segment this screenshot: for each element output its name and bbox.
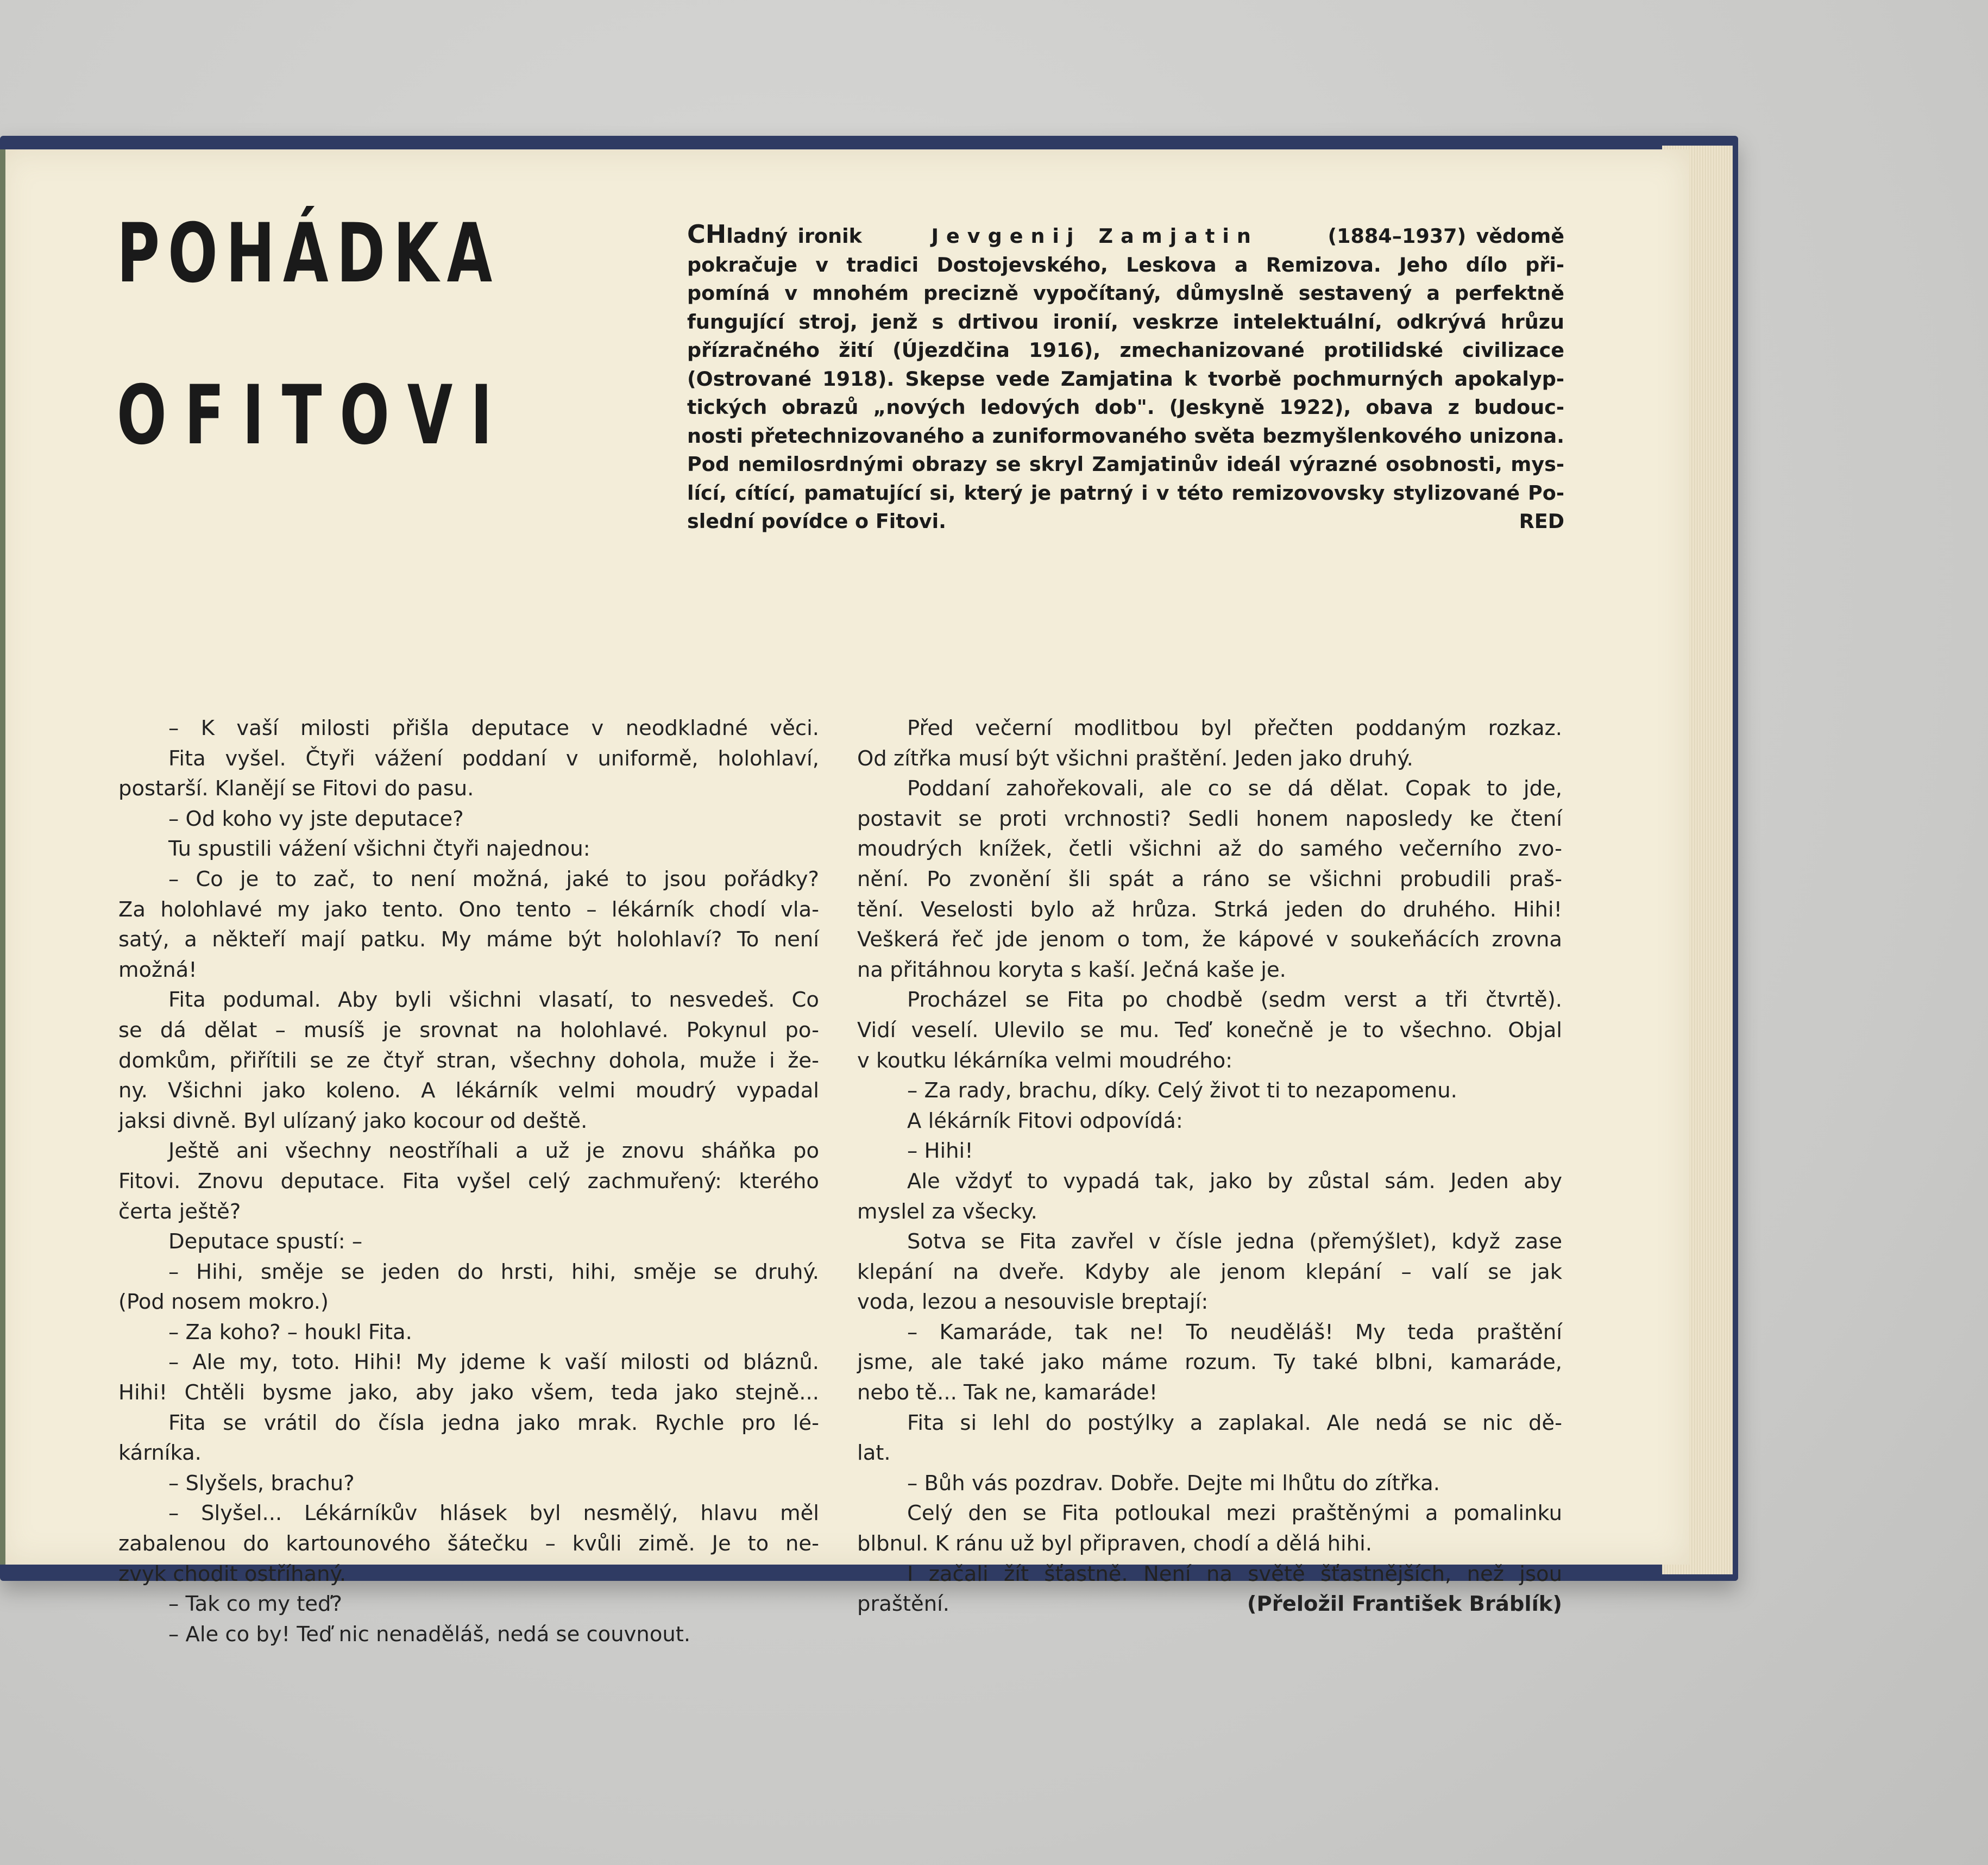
- text-line: zabalenou do kartounového šátečku – kvůli zimě. Je to ne-: [118, 1531, 819, 1556]
- intro-line: Pod nemilosrdnými obrazy se skryl Zamjatinův ideál výrazné osobnosti, mys-: [687, 453, 1564, 476]
- text-line-end: praštění.: [857, 1592, 950, 1617]
- text-line: Hihi! Chtěli bysme jako, aby jako všem, teda jako stejně...: [118, 1380, 819, 1405]
- text-line: blbnul. K ránu už byl připraven, chodí a dělá hihi.: [857, 1531, 1373, 1556]
- title-letter: Á: [283, 206, 329, 301]
- text-line: – Ale co by! Teď nic nenaděláš, nedá se couvnout.: [168, 1622, 691, 1647]
- text-line: postavit se proti vrchnosti? Sedli honem naposledy ke čtení: [857, 806, 1562, 831]
- text-line: ny. Všichni jako koleno. A lékárník velmi moudrý vypadal: [118, 1078, 819, 1103]
- intro-signature: RED: [1519, 510, 1564, 533]
- title-letter: I: [470, 368, 493, 463]
- text-line: Fita podumal. Aby byli všichni vlasatí, to nesvedeš. Co: [168, 988, 819, 1013]
- text-line: (Pod nosem mokro.): [118, 1290, 329, 1315]
- intro-line: nosti přetechnizovaného a zuniformovaného světa bezmyšlenkového unizona.: [687, 424, 1564, 448]
- text-line: Tu spustili vážení všichni čtyři najednou:: [168, 837, 590, 862]
- text-line: A lékárník Fitovi odpovídá:: [907, 1108, 1183, 1133]
- intro-line: (Ostrované 1918). Skepse vede Zamjatina k tvorbě pochmurných apokalyp-: [687, 367, 1564, 391]
- title-letter: P: [117, 206, 160, 301]
- intro-line: přízračného žití (Újezdčina 1916), zmechanizované protilidské civilizace: [687, 338, 1564, 362]
- text-line: – Hihi, směje se jeden do hrsti, hihi, směje se druhý.: [168, 1259, 819, 1284]
- intro-text: (1884–1937) vědomě: [1328, 224, 1564, 248]
- intro-line: pomíná v mnohém precizně vypočítaný, důmyslně sestavený a perfektně: [687, 281, 1564, 305]
- title-letter: F: [184, 368, 225, 463]
- text-line: jaksi divně. Byl ulízaný jako kocour od deště.: [118, 1108, 588, 1133]
- intro-line: lící, cítící, pamatující si, který je patrný i v této remizovovsky stylizované Po-: [687, 481, 1564, 505]
- intro-line: [687, 507, 1564, 536]
- right-text-column: [857, 713, 1562, 1619]
- text-line: Deputace spustí: –: [168, 1229, 363, 1254]
- title-letter: O: [168, 206, 218, 301]
- text-line: Poddaní zahořekovali, ale co se dá dělat. Copak to jde,: [907, 776, 1562, 801]
- text-line: satý, a někteří mají patku. My máme být holohlaví? To není: [118, 927, 819, 952]
- text-line: se dá dělat – musíš je srovnat na holohlavé. Pokynul po-: [118, 1018, 819, 1043]
- intro-text: slední povídce o Fitovi.: [687, 510, 946, 533]
- text-line: Vidí veselí. Ulevilo se mu. Teď konečně je to všechno. Objal: [857, 1018, 1562, 1043]
- text-line: – Bůh vás pozdrav. Dobře. Dejte mi lhůtu do zítřka.: [907, 1471, 1440, 1496]
- intro-line: pokračuje v tradici Dostojevského, Leskova a Remizova. Jeho dílo při-: [687, 253, 1564, 277]
- translator-credit: (Přeložil František Bráblík): [1247, 1592, 1562, 1617]
- title-letter: K: [393, 206, 439, 301]
- title-letter: I: [242, 368, 265, 463]
- text-line: – Slyšel... Lékárníkův hlásek byl nesmělý, hlavu měl: [168, 1501, 819, 1526]
- text-line: – Hihi!: [907, 1139, 973, 1164]
- text-line: postarší. Klanějí se Fitovi do pasu.: [118, 776, 474, 801]
- intro-line: fungující stroj, jenž s drtivou ironií, veskrze intelektuální, odkrývá hrůzu: [687, 310, 1564, 334]
- title-letter: O: [339, 368, 390, 463]
- text-line: – Za koho? – houkl Fita.: [168, 1320, 412, 1345]
- text-line: – Co je to zač, to není možná, jaké to jsou pořádky?: [168, 866, 819, 891]
- intro-line: [687, 220, 1564, 251]
- text-line: klepání na dveře. Kdyby ale jenom klepání – valí se jak: [857, 1259, 1562, 1284]
- left-text-column: [118, 713, 819, 1649]
- text-line: jsme, ale také jako máme rozum. Ty také blbni, kamaráde,: [857, 1350, 1562, 1375]
- text-line: – Tak co my teď?: [168, 1592, 342, 1617]
- text-line: – Kamaráde, tak ne! To neuděláš! My teda praštění: [907, 1320, 1562, 1345]
- text-line: – Za rady, brachu, díky. Celý život ti to nezapomenu.: [907, 1078, 1457, 1103]
- spine-strip: [0, 149, 5, 1565]
- text-line: moudrých knížek, četli všichni až do samého večerního zvo-: [857, 837, 1562, 862]
- text-line: v koutku lékárníka velmi moudrého:: [857, 1048, 1233, 1073]
- text-line: Fita si lehl do postýlky a zaplakal. Ale nedá se nic dě-: [907, 1410, 1562, 1435]
- text-line: nebo tě... Tak ne, kamaráde!: [857, 1380, 1158, 1405]
- text-line: – Slyšels, brachu?: [168, 1471, 355, 1496]
- text-line: Ještě ani všechny neostříhali a už je znovu sháňka po: [168, 1139, 819, 1164]
- text-line: voda, lezou a nesouvisle breptají:: [857, 1290, 1209, 1315]
- text-line: možná!: [118, 957, 197, 982]
- intro-text: ladný ironik: [726, 224, 862, 248]
- text-line: Fita se vrátil do čísla jedna jako mrak. Rychle pro lé-: [168, 1410, 819, 1435]
- text-line: Veškerá řeč jde jenom o tom, že kápové v soukeňácích zrovna: [857, 927, 1562, 952]
- title-letter: H: [225, 206, 275, 301]
- title-letter: A: [446, 206, 493, 301]
- text-line: Celý den se Fita potloukal mezi praštěnými a pomalinku: [907, 1501, 1562, 1526]
- editorial-intro: [687, 220, 1564, 536]
- story-title-line-2: [117, 368, 493, 463]
- text-line: čerta ještě?: [118, 1199, 241, 1224]
- title-letter: O: [117, 368, 167, 463]
- text-line: kárníka.: [118, 1441, 202, 1466]
- text-line: Sotva se Fita zavřel v čísle jedna (přemýšlet), když zase: [907, 1229, 1562, 1254]
- text-line: I začali žít šťastně. Není na světě šťastnějších, než jsou: [907, 1561, 1562, 1586]
- text-line: – K vaší milosti přišla deputace v neodkladné věci.: [168, 716, 819, 740]
- text-line: Fitovi. Znovu deputace. Fita vyšel celý zachmuřený: kterého: [118, 1169, 819, 1194]
- title-letter: D: [336, 206, 386, 301]
- text-line: Od zítřka musí být všichni praštění. Jeden jako druhý.: [857, 746, 1413, 771]
- text-line: domkům, přiřítili se ze čtyř stran, všechny dohola, muže i že-: [118, 1048, 819, 1073]
- author-name: Jevgenij Zamjatin: [931, 224, 1259, 248]
- text-line: Procházel se Fita po chodbě (sedm verst a tři čtvrtě).: [907, 988, 1562, 1013]
- text-line: na přitáhnou koryta s kaší. Ječná kaše je.: [857, 957, 1286, 982]
- story-title-line-1: [117, 206, 493, 301]
- text-line: lat.: [857, 1441, 891, 1466]
- intro-line: tických obrazů „nových ledových dob". (Jeskyně 1922), obava z budouc-: [687, 395, 1564, 419]
- text-line: [857, 1589, 1562, 1619]
- text-line: tění. Veselosti bylo až hrůza. Strká jeden do druhého. Hihi!: [857, 897, 1562, 922]
- text-line: Za holohlavé my jako tento. Ono tento – lékárník chodí vla-: [118, 897, 819, 922]
- title-letter: V: [407, 368, 453, 463]
- text-line: nění. Po zvonění šli spát a ráno se všichni probudili praš-: [857, 866, 1562, 891]
- text-line: Před večerní modlitbou byl přečten poddaným rozkaz.: [907, 716, 1562, 740]
- title-letter: T: [281, 368, 322, 463]
- text-line: myslel za všecky.: [857, 1199, 1037, 1224]
- text-line: zvyk chodit ostříhaný.: [118, 1561, 347, 1586]
- text-line: – Od koho vy jste deputace?: [168, 806, 464, 831]
- text-line: Fita vyšel. Čtyři vážení poddaní v uniformě, holohlaví,: [168, 746, 819, 771]
- intro-initial: CH: [687, 219, 727, 249]
- text-line: – Ale my, toto. Hihi! My jdeme k vaší milosti od bláznů.: [168, 1350, 819, 1375]
- text-line: Ale vždyť to vypadá tak, jako by zůstal sám. Jeden aby: [907, 1169, 1562, 1194]
